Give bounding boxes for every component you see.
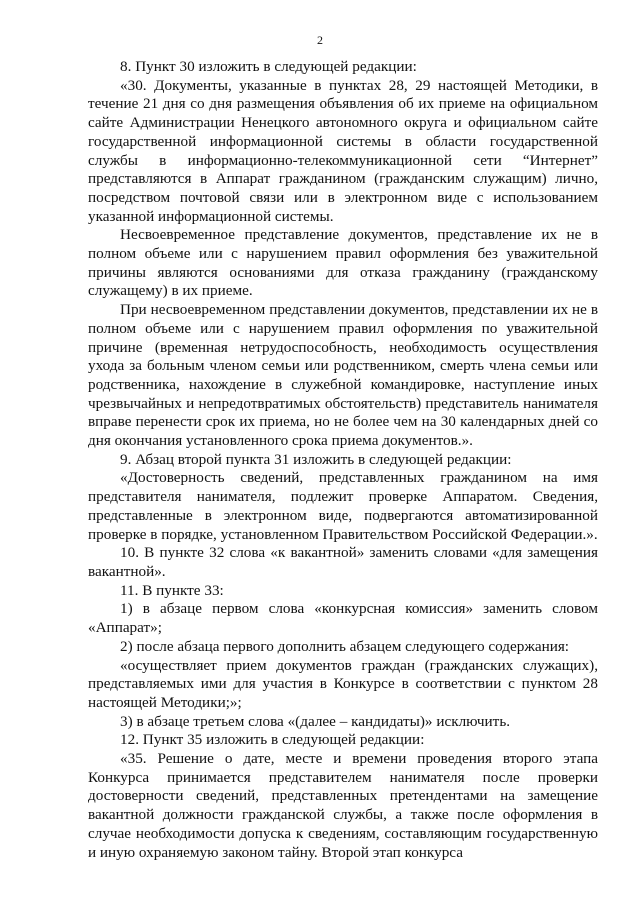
paragraph: «30. Документы, указанные в пунктах 28, 29 настоящей Методики, в течение 21 дня со дня размещения объявления об их приеме на официальном сайте Администрации Ненецкого автономного округа и официальном сайте государственной информационной системы в области государственной службы в информационно-телекоммуникационной сети “Интернет” представляются в Аппарат гражданином (гражданским служащим) лично, посредством почтовой связи или в электронном виде с использованием указанной информационной системы.	[88, 76, 598, 225]
paragraph: «осуществляет прием документов граждан (гражданских служащих), представляемых ими для участия в Конкурсе в соответствии с пунктом 28 настоящей Методики;»;	[88, 656, 598, 711]
paragraph: При несвоевременном представлении документов, представлении их не в полном объеме или с нарушением правил оформления по уважительной причине (временная нетрудоспособность, необходимость осуществления ухода за больным членом семьи или родственником, смерть члена семьи или родственника, нахождение в служебной командировке, наступление иных чрезвычайных и непредотвратимых обстоятельств) представитель нанимателя вправе перенести срок их приема, но не более чем на 30 календарных дней со дня окончания установленного срока приема документов.».	[88, 301, 598, 450]
paragraph: «35. Решение о дате, месте и времени проведения второго этапа Конкурса принимается представителем нанимателя после проверки достоверности сведений, представленных претендентами на замещение вакантной должности гражданской службы, а также после оформления в случае необходимости допуска к сведениям, составляющим государственную и иную охраняемую законом тайну. Второй этап конкурса	[88, 750, 598, 861]
paragraph: 1) в абзаце первом слова «конкурсная комиссия» заменить словом «Аппарат»;	[88, 600, 598, 637]
paragraph: 12. Пункт 35 изложить в следующей редакции:	[120, 731, 425, 749]
paragraph: 10. В пункте 32 слова «к вакантной» заменить словами «для замещения вакантной».	[88, 544, 598, 580]
document-body	[88, 58, 598, 862]
paragraph: 3) в абзаце третьем слова «(далее – кандидаты)» исключить.	[120, 712, 511, 730]
paragraph: 8. Пункт 30 изложить в следующей редакции:	[120, 58, 417, 75]
paragraph: 9. Абзац второй пункта 31 изложить в следующей редакции:	[120, 450, 512, 468]
paragraph: 11. В пункте 33:	[120, 581, 224, 599]
paragraph: Несвоевременное представление документов, представление их не в полном объеме или с нарушением правил оформления без уважительной причины являются основаниями для отказа гражданину (гражданскому служащему) в их приеме.	[88, 226, 598, 300]
paragraph: 2) после абзаца первого дополнить абзацем следующего содержания:	[120, 637, 570, 655]
paragraph: «Достоверность сведений, представленных гражданином на имя представителя нанимателя, подлежит проверке Аппаратом. Сведения, представленные в электронном виде, подвергаются автоматизированной проверке в порядке, установленном Правительством Российской Федерации.».	[88, 469, 598, 543]
page-number: 2	[317, 33, 323, 47]
